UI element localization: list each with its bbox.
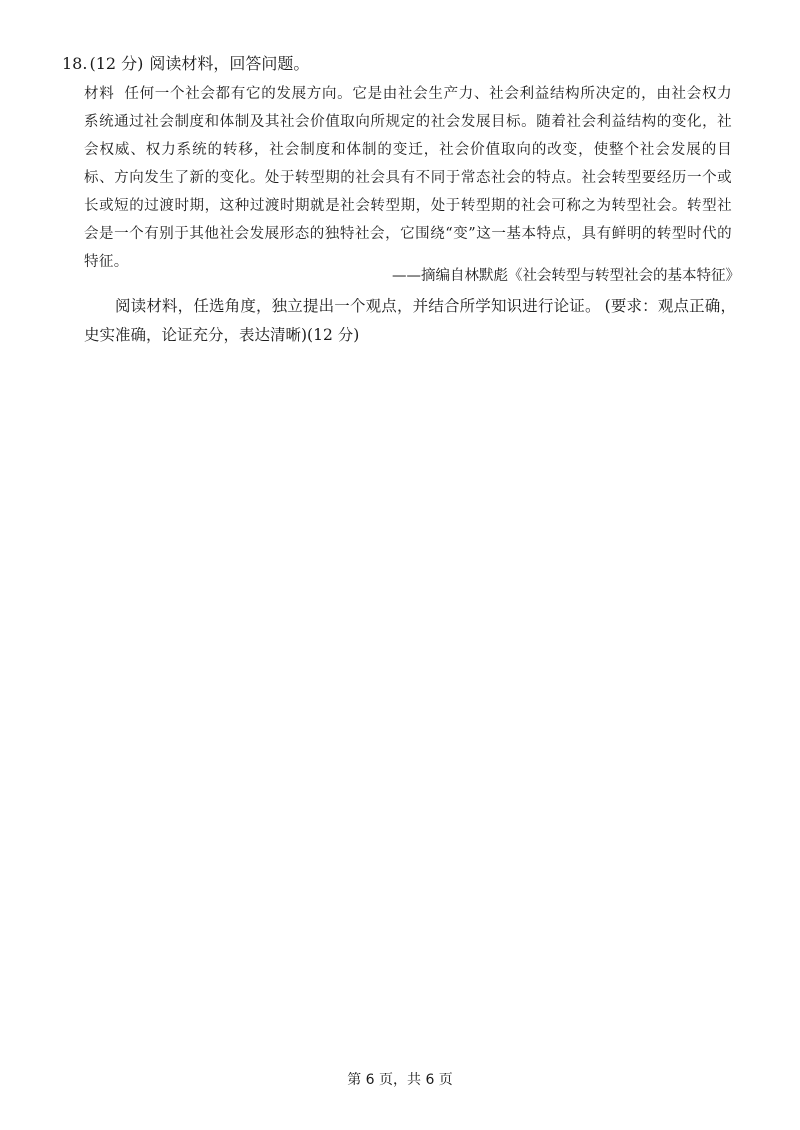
prompt-text: 阅读材料，任选角度，独立提出一个观点，并结合所学知识进行论证。: [115, 297, 601, 315]
question-header: [62, 52, 309, 76]
question-prompt: [84, 292, 736, 350]
prompt-requirement: (要求：观点正确，史实准确，论证充分，表达清晰)(12 分): [84, 297, 736, 344]
material-source: ——摘编自林默彪《社会转型与转型社会的基本特征》: [392, 268, 740, 284]
question-instruction: 阅读材料，回答问题。: [149, 54, 310, 73]
page-footer: 第 6 页，共 6 页: [347, 1072, 453, 1088]
question-number: 18.: [62, 54, 88, 73]
question-points: (12 分): [89, 54, 144, 73]
material-text: 任何一个社会都有它的发展方向。它是由社会生产力、社会利益结构所决定的，由社会权力系统通过社会制度和体制及其社会价值取向所规定的社会发展目标。随着社会利益结构的变化，社会权威、权力系统的转移，社会制度和体制的变迁，社会价值取向的改变，使整个社会发展的目标、方向发生了新的变化。处于转型期的社会具有不同于常态社会的特点。社会转型要经历一个或长或短的过渡时期，这种过渡时期就是社会转型期，处于转型期的社会可称之为转型社会。转型社会是一个有别于其他社会发展形态的独特社会，它围绕“变”这一基本特点，具有鲜明的转型时代的特征。: [84, 86, 733, 270]
material-passage: [84, 80, 732, 276]
material-label: 材料: [84, 86, 115, 102]
